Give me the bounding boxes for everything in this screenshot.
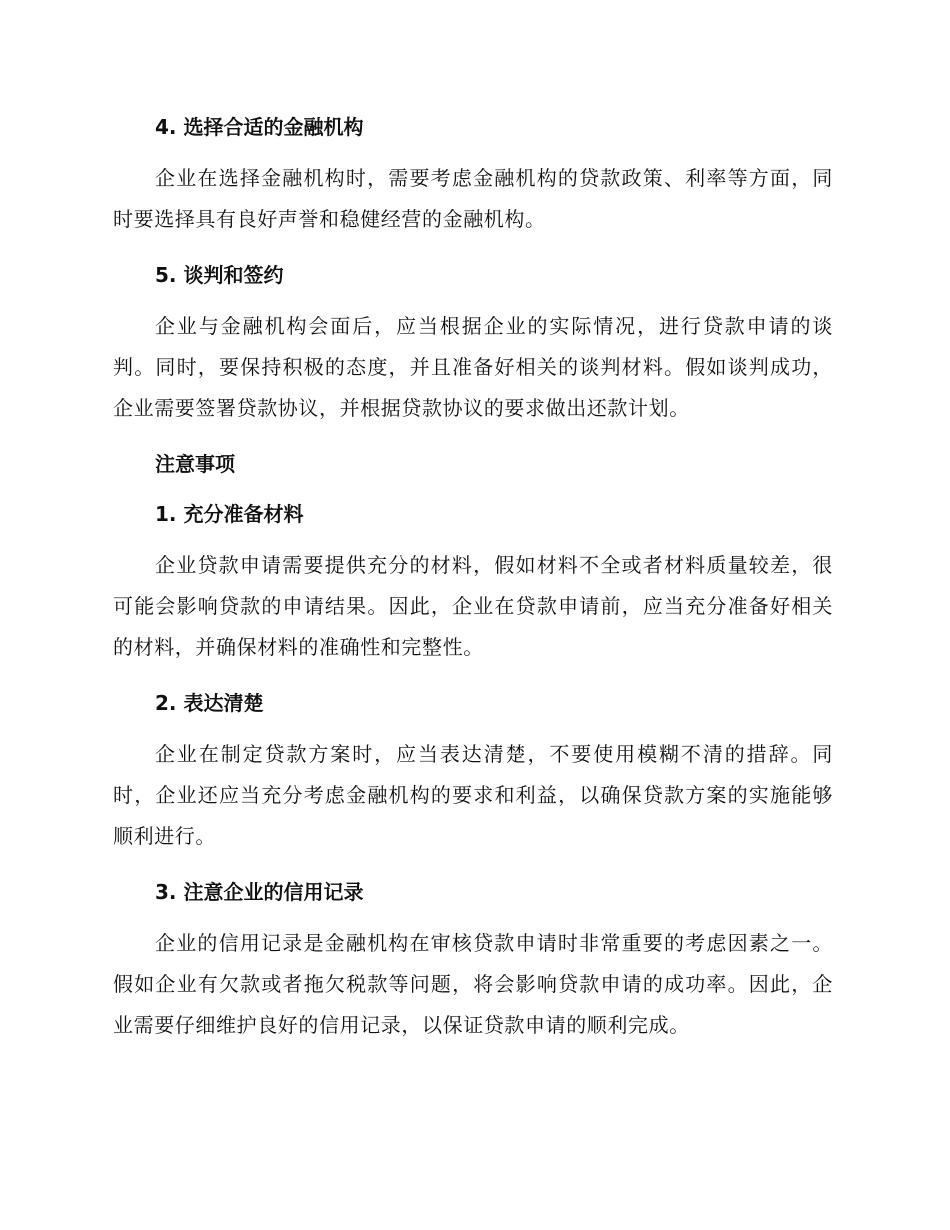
section-heading-negotiation: 5. 谈判和签约: [155, 263, 284, 287]
section-paragraph-prepare-materials: 企业贷款申请需要提供充分的材料，假如材料不全或者材料质量较差，很可能会影响贷款的申请结果。因此，企业在贷款申请前，应当充分准备好相关的材料，并确保材料的准确性和完整性。: [113, 553, 833, 659]
section-paragraph-negotiation: 企业与金融机构会面后，应当根据企业的实际情况，进行贷款申请的谈判。同时，要保持积极的态度，并且准备好相关的谈判材料。假如谈判成功，企业需要签署贷款协议，并根据贷款协议的要求做出还款计划。: [113, 314, 833, 420]
section-paragraph-credit-record: 企业的信用记录是金融机构在审核贷款申请时非常重要的考虑因素之一。假如企业有欠款或者拖欠税款等问题，将会影响贷款申请的成功率。因此，企业需要仔细维护良好的信用记录，以保证贷款申请的顺利完成。: [113, 931, 833, 1037]
section-heading-choose-institution: 4. 选择合适的金融机构: [155, 115, 364, 139]
section-heading-credit-record: 3. 注意企业的信用记录: [155, 880, 364, 904]
section-heading-express-clearly: 2. 表达清楚: [155, 691, 264, 715]
section-heading-notes: 注意事项: [155, 452, 235, 476]
section-paragraph-choose-institution: 企业在选择金融机构时，需要考虑金融机构的贷款政策、利率等方面，同时要选择具有良好声誉和稳健经营的金融机构。: [113, 166, 833, 231]
section-heading-prepare-materials: 1. 充分准备材料: [155, 502, 304, 526]
section-paragraph-express-clearly: 企业在制定贷款方案时，应当表达清楚，不要使用模糊不清的措辞。同时，企业还应当充分考虑金融机构的要求和利益，以确保贷款方案的实施能够顺利进行。: [113, 742, 833, 848]
document-body: [113, 110, 833, 1046]
